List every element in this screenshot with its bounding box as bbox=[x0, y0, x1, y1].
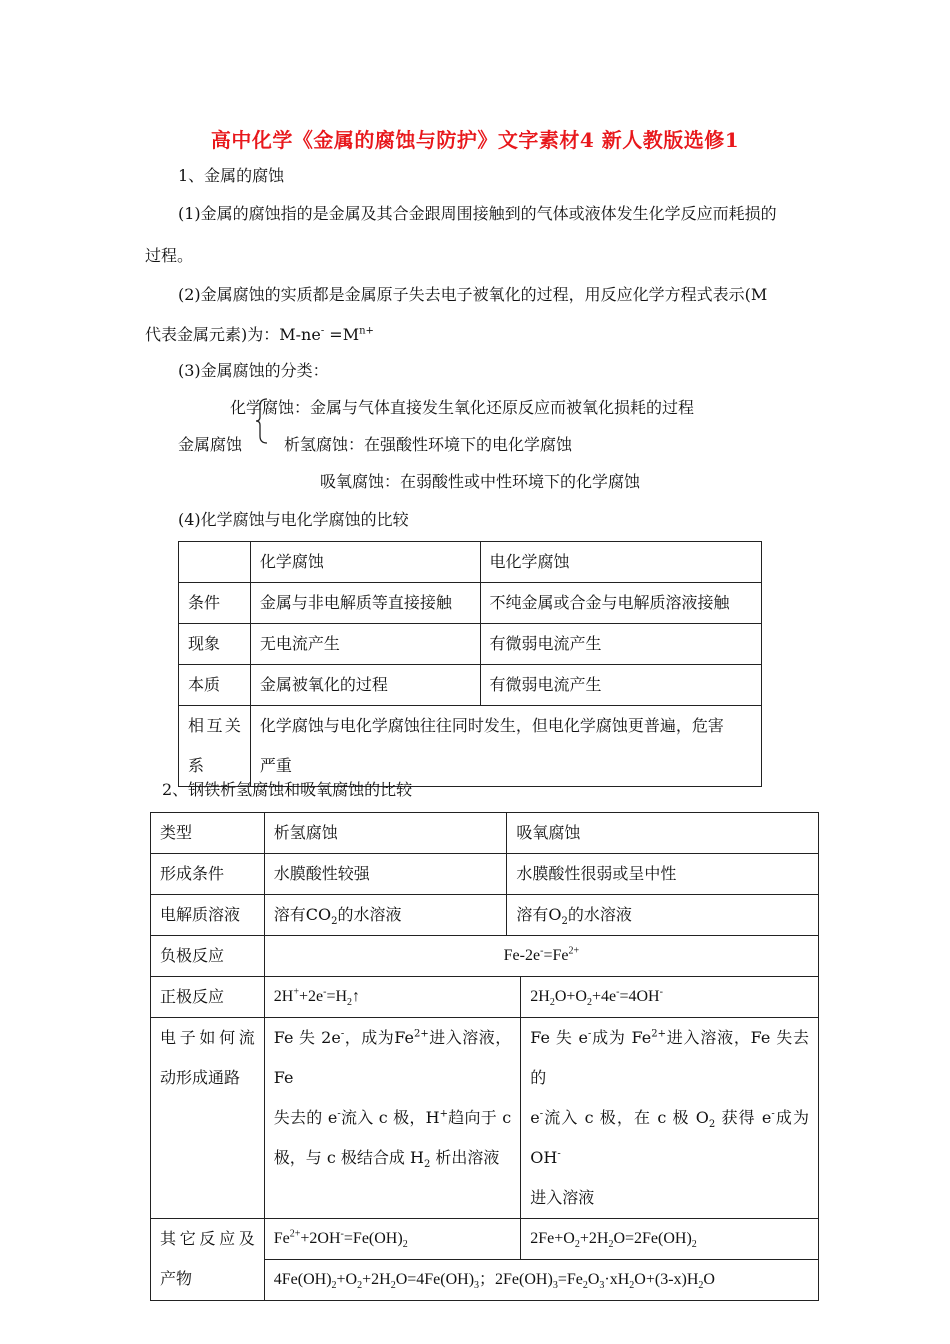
table-cell: $4Fe(OH)_2+O_2+2H_2O=4Fe(OH)_3$；$2Fe(OH)_3=Fe_2O_3\cdot xH_2O+(3-x)H_2O$ bbox=[264, 1260, 818, 1301]
electron-label-b: 动形成通路 bbox=[160, 1068, 241, 1087]
table-cell: 无电流产生 bbox=[250, 624, 480, 665]
table-row bbox=[179, 706, 762, 787]
relation-text-b: 严重 bbox=[259, 756, 292, 775]
classify-chemical: 化学腐蚀：金属与气体直接发生氧化还原反应而被氧化损耗的过程 bbox=[230, 398, 695, 417]
table-header: 电化学腐蚀 bbox=[480, 542, 762, 583]
row-label: 负极反应 bbox=[151, 936, 265, 977]
table-header: 析氢腐蚀 bbox=[264, 813, 507, 854]
table-header: 化学腐蚀 bbox=[250, 542, 480, 583]
paragraph-3: (3)金属腐蚀的分类： bbox=[178, 361, 329, 380]
row-label: 条件 bbox=[179, 583, 251, 624]
table-row bbox=[151, 895, 819, 936]
table-cell: 水膜酸性很弱或呈中性 bbox=[507, 854, 819, 895]
table-cell: 不纯金属或合金与电解质溶液接触 bbox=[480, 583, 762, 624]
table-cell: 溶有$O_2$的水溶液 bbox=[507, 895, 819, 936]
other-label-a: 其它反应及 bbox=[160, 1229, 255, 1248]
comparison-table-1 bbox=[178, 541, 762, 787]
paragraph-2-line-2 bbox=[145, 324, 374, 346]
table-cell: 金属被氧化的过程 bbox=[250, 665, 480, 706]
other-label-b: 产物 bbox=[160, 1269, 193, 1288]
table-cell: 金属与非电解质等直接接触 bbox=[250, 583, 480, 624]
table-cell: Fe 失 e-成为 $Fe^{2+}$进入溶液，Fe 失去的 e-流入 c 极，在 c 极 $O_2$ 获得 e-成为 OH- 进入溶液 bbox=[521, 1018, 819, 1219]
relation-text-a: 化学腐蚀与电化学腐蚀往往同时发生，但电化学腐蚀更普遍，危害 bbox=[259, 716, 724, 735]
classify-hydrogen: 析氢腐蚀：在强酸性环境下的电化学腐蚀 bbox=[284, 435, 573, 454]
row-label: 类型 bbox=[151, 813, 265, 854]
row-label: 电解质溶液 bbox=[151, 895, 265, 936]
table-row bbox=[179, 665, 762, 706]
paragraph-2-mid: =M bbox=[324, 325, 360, 344]
table-cell: $2Fe+O_2+2H_2O=2Fe(OH)_2$ bbox=[521, 1219, 819, 1260]
table-row bbox=[151, 977, 819, 1018]
table-header: 吸氧腐蚀 bbox=[507, 813, 819, 854]
paragraph-2-text: 代表金属元素)为：M-ne bbox=[145, 325, 321, 344]
table-row bbox=[151, 854, 819, 895]
classify-oxygen: 吸氧腐蚀：在弱酸性或中性环境下的化学腐蚀 bbox=[320, 472, 641, 491]
row-label bbox=[179, 706, 251, 787]
electron-label-a: 电子如何流 bbox=[160, 1028, 255, 1047]
brace-icon bbox=[255, 398, 269, 444]
table-row bbox=[151, 936, 819, 977]
row-label: 形成条件 bbox=[151, 854, 265, 895]
table-cell: $2H_2O+O_2+4e^-=4OH^-$ bbox=[521, 977, 819, 1018]
table-row bbox=[151, 1219, 819, 1260]
table-cell: Fe 失 2e-，成为$Fe^{2+}$进入溶液，Fe 失去的 e-流入 c 极，H+趋向于 c 极，与 c 极结合成 $H_2$ 析出溶液 bbox=[264, 1018, 521, 1219]
comparison-table-2 bbox=[150, 812, 819, 1301]
document-title: 高中化学《金属的腐蚀与防护》文字素材4 新人教版选修1 bbox=[210, 128, 740, 152]
table-cell bbox=[250, 706, 761, 787]
paragraph-1-line-2: 过程。 bbox=[145, 246, 194, 265]
table-row bbox=[151, 1018, 819, 1219]
classify-root: 金属腐蚀 bbox=[178, 435, 243, 454]
table-cell: 有微弱电流产生 bbox=[480, 624, 762, 665]
table-cell: 有微弱电流产生 bbox=[480, 665, 762, 706]
row-label bbox=[151, 1018, 265, 1219]
paragraph-1-line-1: (1)金属的腐蚀指的是金属及其合金跟周围接触到的气体或液体发生化学反应而耗损的 bbox=[178, 204, 777, 223]
row-label: 正极反应 bbox=[151, 977, 265, 1018]
section-1-heading: 1、金属的腐蚀 bbox=[178, 166, 285, 185]
table-cell bbox=[179, 542, 251, 583]
table-row bbox=[179, 583, 762, 624]
table-row bbox=[179, 624, 762, 665]
table-cell: $Fe-2e^-=Fe^{2+}$ bbox=[264, 936, 818, 977]
section-2-heading: 2、钢铁析氢腐蚀和吸氧腐蚀的比较 bbox=[162, 780, 413, 799]
table-row bbox=[179, 542, 762, 583]
table-row bbox=[151, 813, 819, 854]
table-cell: $Fe^{2+}+2OH^-=Fe(OH)_2$ bbox=[264, 1219, 521, 1260]
relation-label-b: 系 bbox=[188, 756, 205, 775]
relation-label-a: 相互关 bbox=[188, 716, 241, 735]
table-cell: 溶有$CO_2$的水溶液 bbox=[264, 895, 507, 936]
table-cell: 水膜酸性较强 bbox=[264, 854, 507, 895]
paragraph-2-line-1: (2)金属腐蚀的实质都是金属原子失去电子被氧化的过程，用反应化学方程式表示(M bbox=[178, 285, 768, 304]
row-label: 本质 bbox=[179, 665, 251, 706]
table-cell: $2H^++2e^-=H_2↑$ bbox=[264, 977, 521, 1018]
row-label: 现象 bbox=[179, 624, 251, 665]
superscript-minus: - bbox=[320, 325, 325, 337]
row-label bbox=[151, 1219, 265, 1301]
superscript-n-plus: n+ bbox=[359, 325, 374, 337]
paragraph-4: (4)化学腐蚀与电化学腐蚀的比较 bbox=[178, 510, 409, 529]
